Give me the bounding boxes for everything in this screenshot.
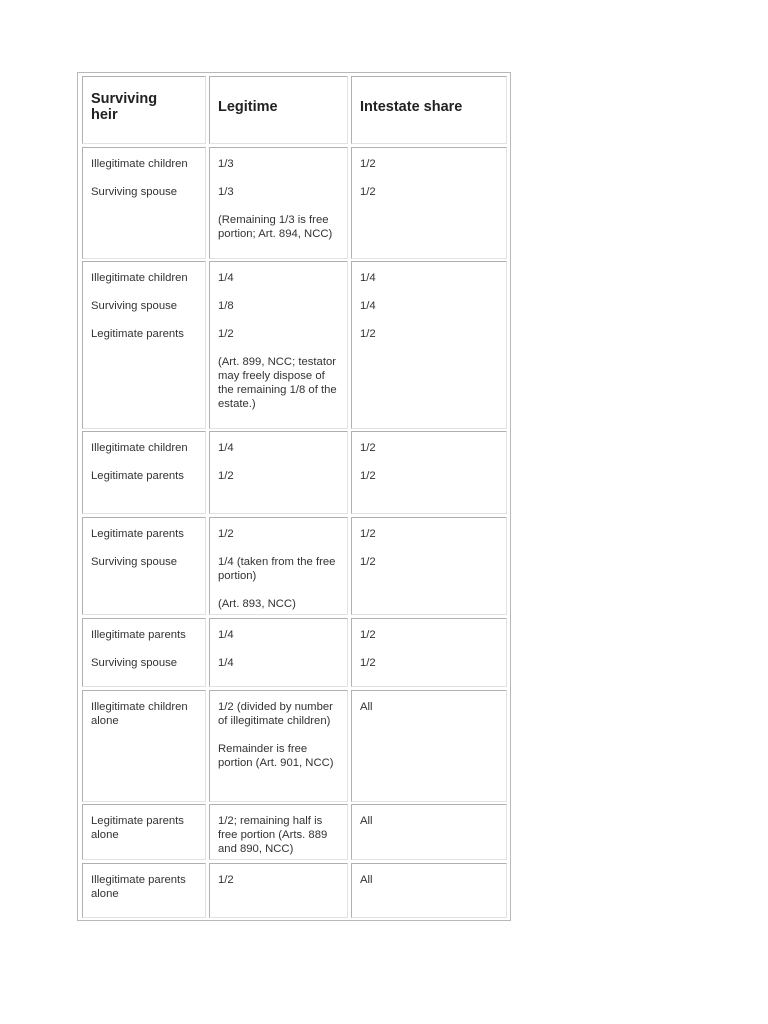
- cell-text: (Art. 899, NCC; testator may freely dispose of the remaining 1/8 of the estate.): [218, 356, 337, 410]
- cell-text: 1/2: [360, 657, 376, 669]
- cell-text: 1/2; remaining half is free portion (Arts. 889 and 890, NCC): [218, 815, 328, 855]
- cell-text: 1/2: [360, 470, 376, 482]
- cell-text: Legitimate parents: [91, 328, 184, 340]
- table-cell-legitime: [209, 431, 348, 514]
- cell-text: 1/2: [360, 186, 376, 198]
- table-cell-heir: [82, 147, 206, 259]
- cell-text: 1/3: [218, 158, 234, 170]
- table-cell-legitime: [209, 261, 348, 429]
- cell-text: 1/2: [218, 528, 234, 540]
- cell-text: Illegitimate children alone: [91, 701, 188, 727]
- cell-text: All: [360, 874, 373, 886]
- cell-text: 1/4: [360, 272, 376, 284]
- cell-text: Surviving spouse: [91, 556, 178, 568]
- header-label: Intestate share: [360, 99, 463, 115]
- cell-text: 1/2: [218, 328, 234, 340]
- table-cell-intestate: [351, 618, 507, 687]
- cell-text: Illegitimate children: [91, 272, 188, 284]
- table-cell-legitime: [209, 690, 348, 802]
- cell-text: 1/4: [360, 300, 376, 312]
- table-cell-legitime: [209, 804, 348, 860]
- table-cell-heir: [82, 863, 206, 918]
- table-cell-heir: [82, 618, 206, 687]
- header-intestate-share: [351, 76, 507, 144]
- table-cell-heir: [82, 431, 206, 514]
- cell-text: Remainder is free portion (Art. 901, NCC): [218, 743, 334, 769]
- cell-text: Surviving spouse: [91, 657, 178, 669]
- cell-text: Surviving spouse: [91, 300, 178, 312]
- cell-text: 1/2: [218, 874, 234, 886]
- table-cell-intestate: [351, 431, 507, 514]
- cell-text: Legitimate parents: [91, 470, 184, 482]
- table-cell-heir: [82, 804, 206, 860]
- cell-text: 1/2: [360, 328, 376, 340]
- table-cell-intestate: [351, 261, 507, 429]
- cell-text: All: [360, 815, 373, 827]
- table-cell-intestate: [351, 804, 507, 860]
- header-surviving-heir: [82, 76, 206, 144]
- cell-text: Legitimate parents: [91, 528, 184, 540]
- table-cell-heir: [82, 517, 206, 615]
- cell-text: 1/8: [218, 300, 234, 312]
- cell-text: (Art. 893, NCC): [218, 598, 296, 610]
- table-cell-legitime: [209, 863, 348, 918]
- header-label: Legitime: [218, 99, 278, 115]
- cell-text: 1/2: [360, 528, 376, 540]
- header-label: Surviving heir: [91, 91, 158, 123]
- cell-text: 1/4: [218, 629, 234, 641]
- table-cell-intestate: [351, 863, 507, 918]
- table-cell-heir: [82, 690, 206, 802]
- cell-text: Surviving spouse: [91, 186, 178, 198]
- cell-text: 1/4: [218, 442, 234, 454]
- cell-text: Illegitimate parents alone: [91, 874, 186, 900]
- cell-text: 1/3: [218, 186, 234, 198]
- cell-text: 1/2: [218, 470, 234, 482]
- cell-text: Legitimate parents alone: [91, 815, 184, 841]
- cell-text: 1/4: [218, 272, 234, 284]
- cell-text: Illegitimate children: [91, 158, 188, 170]
- table-cell-intestate: [351, 147, 507, 259]
- cell-text: Illegitimate children: [91, 442, 188, 454]
- cell-text: 1/4: [218, 657, 234, 669]
- table-cell-intestate: [351, 517, 507, 615]
- cell-text: All: [360, 701, 373, 713]
- cell-text: Illegitimate parents: [91, 629, 186, 641]
- cell-text: 1/2: [360, 158, 376, 170]
- cell-text: 1/4 (taken from the free portion): [218, 556, 336, 582]
- cell-text: 1/2: [360, 442, 376, 454]
- table-cell-intestate: [351, 690, 507, 802]
- cell-text: (Remaining 1/3 is free portion; Art. 894, NCC): [218, 214, 333, 240]
- table-cell-legitime: [209, 147, 348, 259]
- cell-text: 1/2: [360, 629, 376, 641]
- cell-text: 1/2: [360, 556, 376, 568]
- cell-text: 1/2 (divided by number of illegitimate children): [218, 701, 333, 727]
- table-cell-heir: [82, 261, 206, 429]
- table-cell-legitime: [209, 517, 348, 615]
- header-legitime: [209, 76, 348, 144]
- table-cell-legitime: [209, 618, 348, 687]
